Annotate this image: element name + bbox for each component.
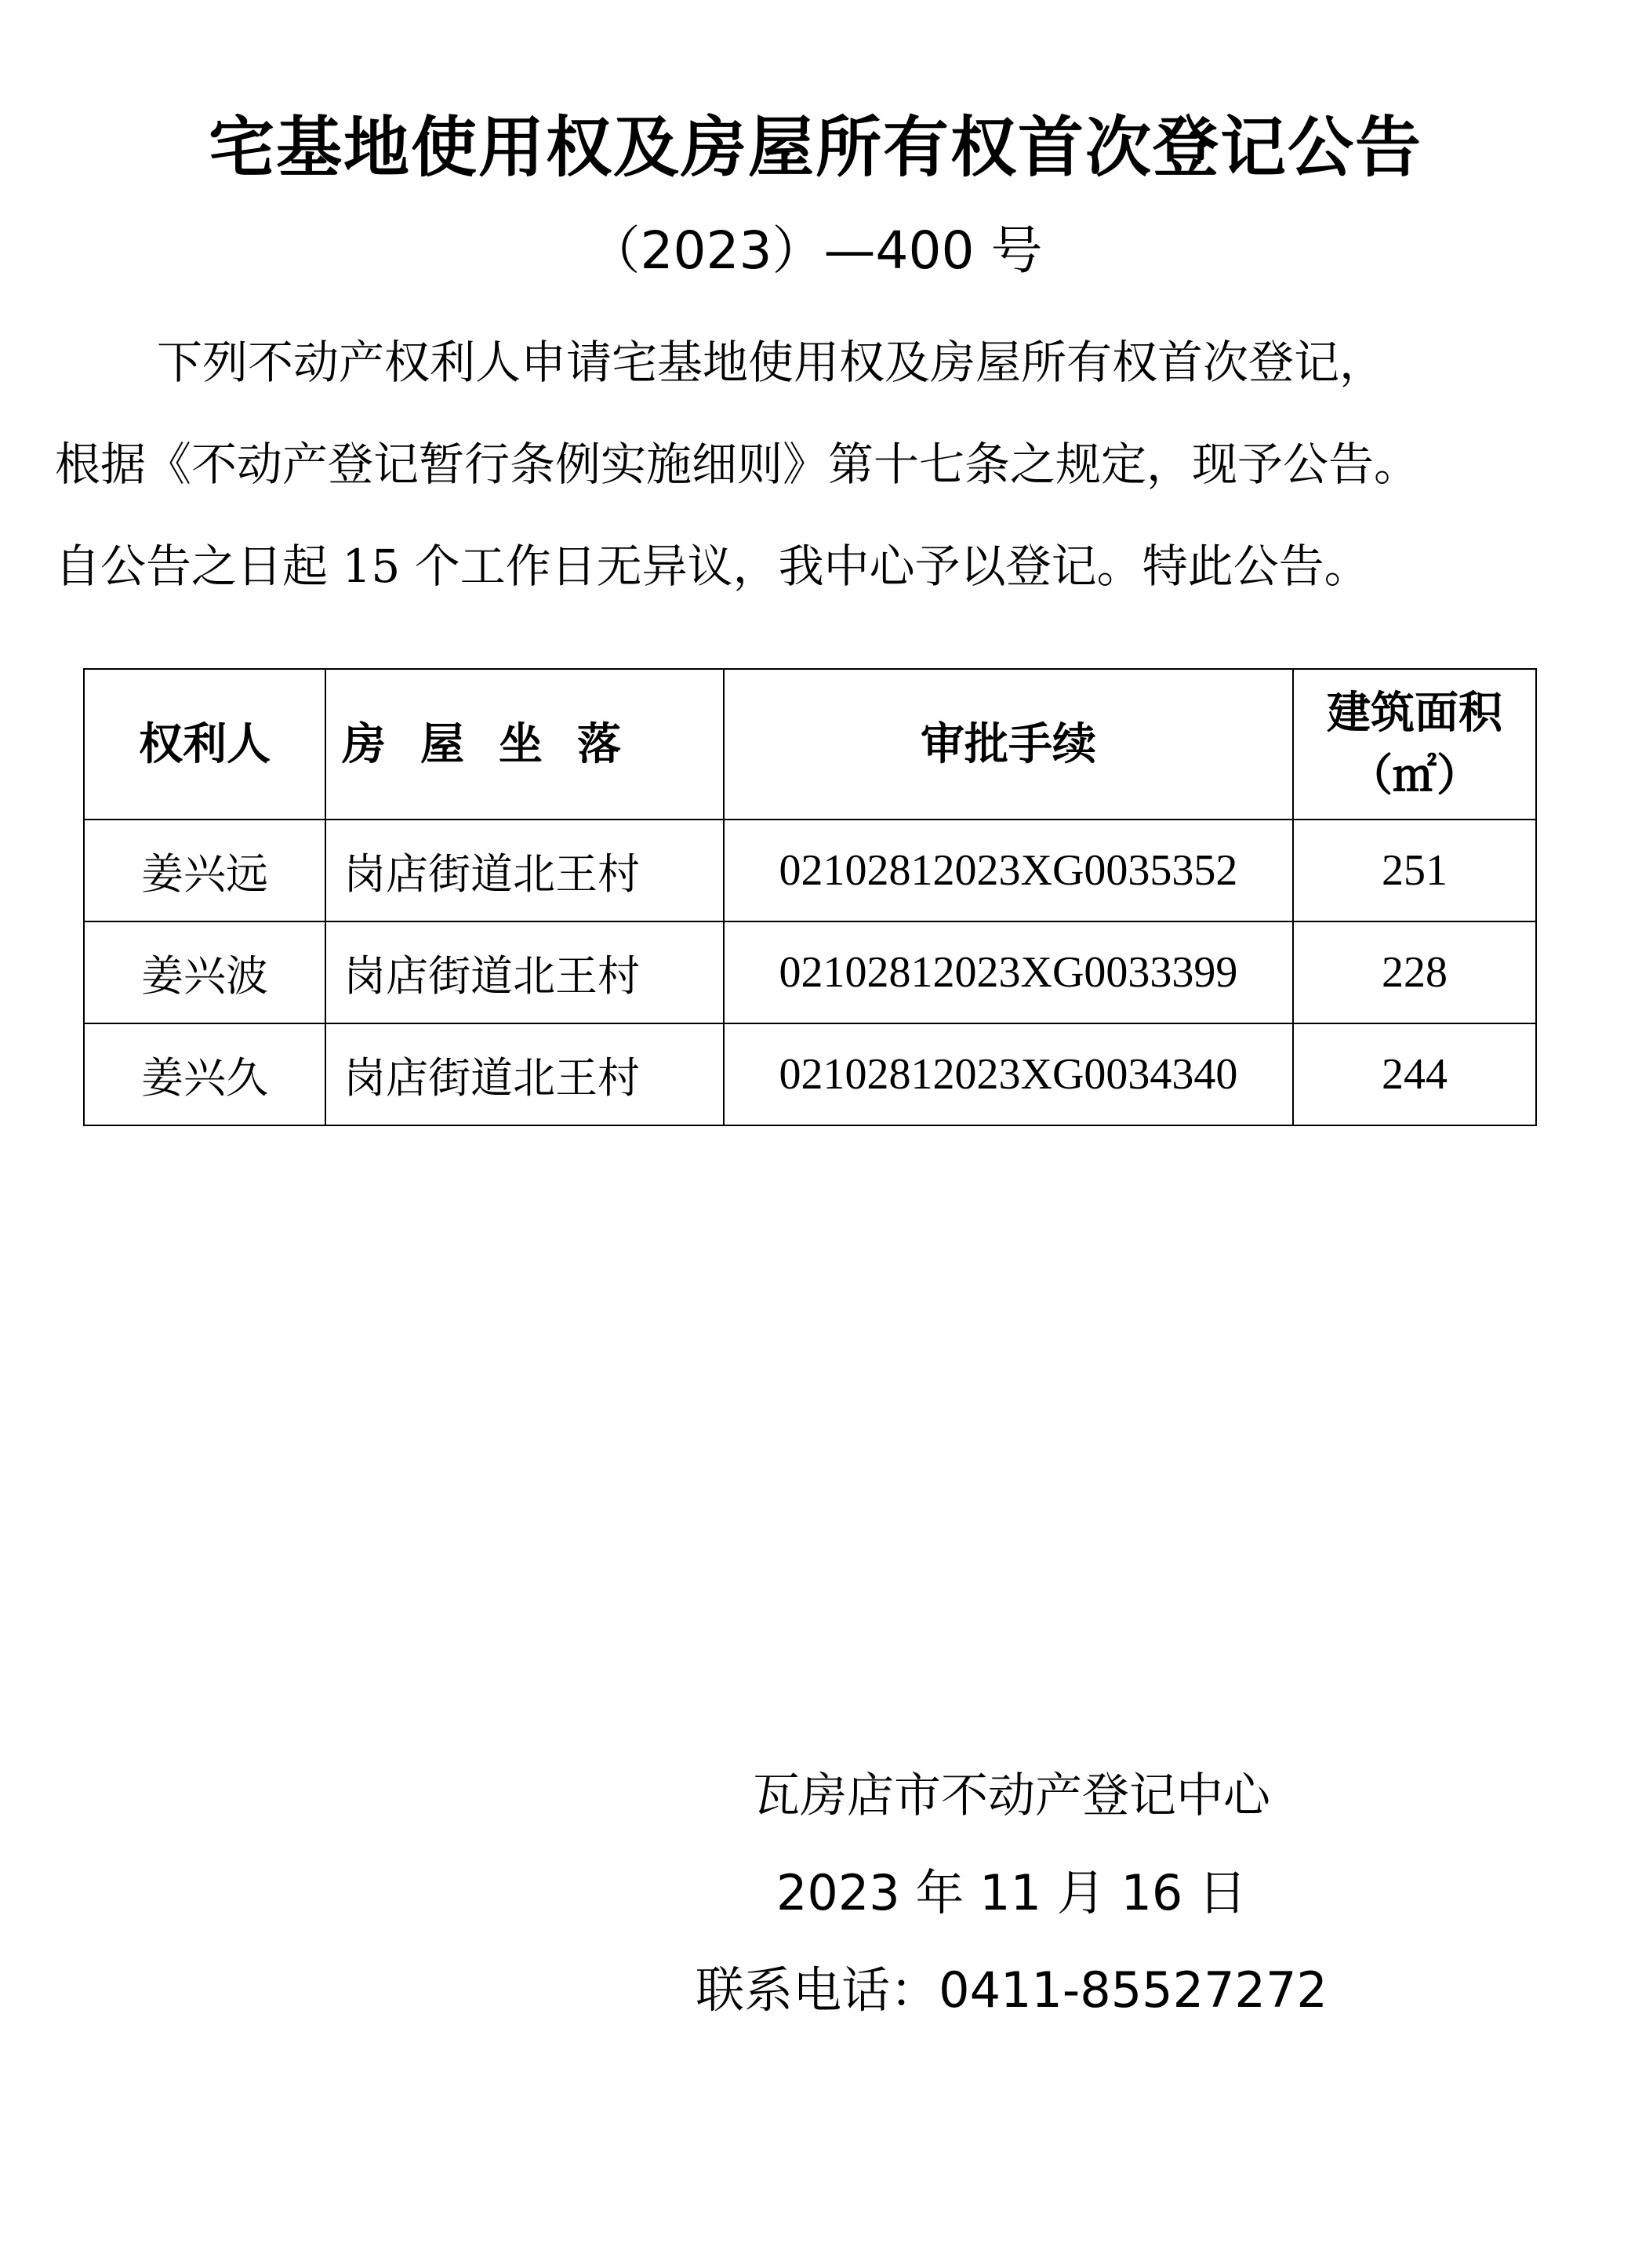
cell-holder: 姜兴波 [84, 921, 325, 1023]
cell-approval: 02102812023XG0034340 [724, 1023, 1293, 1125]
header-holder: 权利人 [84, 669, 325, 820]
cell-holder: 姜兴远 [84, 820, 325, 921]
body-line: 自公告之日起 15 个工作日无异议，我中心予以登记。特此公告。 [55, 540, 1370, 593]
cell-area: 251 [1293, 820, 1536, 921]
cell-location: 岗店街道北王村 [325, 921, 724, 1023]
cell-location: 岗店街道北王村 [325, 1023, 724, 1125]
document-number: （2023）—400 号 [588, 220, 1043, 281]
cell-holder: 姜兴久 [84, 1023, 325, 1125]
footer-organization: 瓦房店市不动产登记中心 [753, 1768, 1270, 1823]
header-area [1293, 669, 1536, 820]
body-line: 根据《不动产登记暂行条例实施细则》第十七条之规定，现予公告。 [55, 438, 1420, 491]
body-line: 下列不动产权利人申请宅基地使用权及房屋所有权首次登记， [157, 336, 1386, 389]
table-row [84, 1023, 1536, 1125]
cell-location: 岗店街道北王村 [325, 820, 724, 921]
cell-area: 228 [1293, 921, 1536, 1023]
header-approval: 审批手续 [724, 669, 1293, 820]
table-row [84, 820, 1536, 921]
footer-phone: 联系电话：0411-85527272 [696, 1961, 1328, 2019]
cell-area: 244 [1293, 1023, 1536, 1125]
header-location: 房屋坐落 [325, 669, 724, 820]
cell-approval: 02102812023XG0035352 [724, 820, 1293, 921]
header-area-unit: （㎡） [1349, 750, 1480, 801]
table-header-row [84, 669, 1536, 820]
registration-table [83, 668, 1537, 1126]
header-area-label: 建筑面积 [1327, 687, 1502, 739]
page-title: 宅基地使用权及房屋所有权首次登记公告 [208, 109, 1422, 186]
footer-date: 2023 年 11 月 16 日 [776, 1864, 1248, 1921]
cell-approval: 02102812023XG0033399 [724, 921, 1293, 1023]
table-row [84, 921, 1536, 1023]
